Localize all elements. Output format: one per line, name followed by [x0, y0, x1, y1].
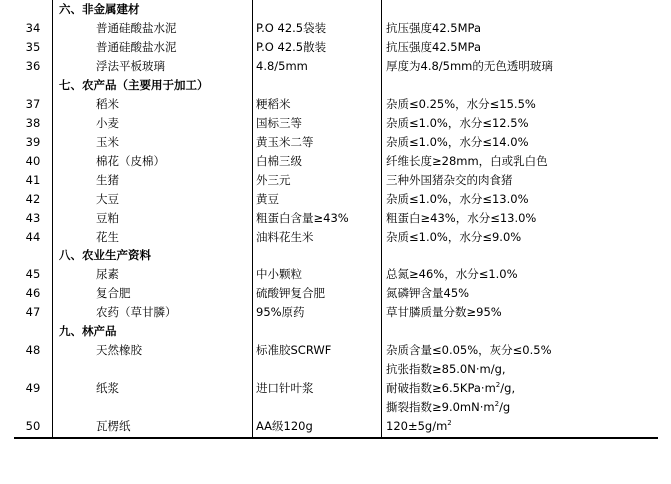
row-number: 39 [25, 135, 41, 149]
table-row [14, 171, 658, 190]
quality-standard [386, 228, 658, 247]
commodity-spec: 外三元 [256, 173, 291, 187]
commodity-spec: P.O 42.5散装 [256, 40, 327, 54]
commodity-spec: P.O 42.5袋装 [256, 21, 327, 35]
quality-standard [386, 114, 658, 133]
table-bottom-border [14, 437, 658, 439]
section-header-row [14, 246, 658, 265]
table-row [14, 417, 658, 436]
commodity-name: 浮法平板玻璃 [96, 59, 165, 73]
row-number: 36 [25, 59, 41, 73]
commodity-name: 瓦楞纸 [96, 419, 131, 433]
row-number: 48 [25, 343, 41, 357]
row-number: 45 [25, 267, 41, 281]
quality-standard [386, 379, 658, 398]
quality-standard [386, 209, 658, 228]
row-number: 46 [25, 286, 41, 300]
section-header-row [14, 322, 658, 341]
commodity-name: 稻米 [96, 97, 119, 111]
quality-standard-text: 氮磷钾含量45% [386, 286, 470, 300]
commodity-name: 天然橡胶 [96, 343, 142, 357]
commodity-name: 农药（草甘膦） [96, 305, 177, 319]
table-row [14, 209, 658, 228]
commodity-spec: 中小颗粒 [256, 267, 302, 281]
table-row [14, 95, 658, 114]
section-label: 六、非金属建材 [59, 2, 140, 16]
commodity-name: 纸浆 [96, 381, 119, 395]
quality-standard [386, 95, 658, 114]
quality-standard-text: 杂质≤1.0%，水分≤13.0% [386, 192, 529, 206]
quality-standard [386, 57, 658, 76]
row-number: 47 [25, 305, 41, 319]
commodity-spec: 粳稻米 [256, 97, 291, 111]
row-number: 37 [25, 97, 41, 111]
quality-standard-text: 草甘膦质量分数≥95% [386, 305, 502, 319]
row-number: 49 [25, 381, 41, 395]
quality-standard-text: 杂质≤1.0%，水分≤12.5% [386, 116, 529, 130]
commodity-name: 生猪 [96, 173, 119, 187]
quality-standard [386, 417, 658, 436]
quality-standard [386, 152, 658, 171]
quality-standard [386, 38, 658, 57]
quality-standard-text: 纤维长度≥28mm，白或乳白色 [386, 154, 548, 168]
table-row [14, 341, 658, 360]
quality-standard [386, 190, 658, 209]
quality-standard-text: 三种外国猪杂交的肉食猪 [386, 173, 513, 187]
commodity-name: 大豆 [96, 192, 119, 206]
table-row [14, 265, 658, 284]
table-row [14, 19, 658, 38]
section-label: 九、林产品 [59, 324, 117, 338]
commodity-spec: 白棉三级 [256, 154, 302, 168]
commodity-spec: 黄玉米二等 [256, 135, 314, 149]
quality-standard [386, 341, 658, 360]
quality-standard-text: 抗压强度42.5MPa [386, 21, 481, 35]
row-number: 43 [25, 211, 41, 225]
superscript: 2 [447, 419, 452, 428]
superscript: 2 [494, 400, 500, 409]
row-number: 44 [25, 230, 41, 244]
section-header-row [14, 0, 658, 19]
commodity-name: 普通硅酸盐水泥 [96, 21, 177, 35]
quality-standard-suffix: /g [499, 400, 511, 414]
commodity-name: 普通硅酸盐水泥 [96, 40, 177, 54]
quality-standard [386, 303, 658, 322]
table-row-continuation [14, 360, 658, 379]
section-header-row [14, 76, 658, 95]
table-row [14, 284, 658, 303]
section-label: 七、农产品（主要用于加工） [59, 78, 209, 92]
quality-standard-text: 杂质≤1.0%，水分≤9.0% [386, 230, 522, 244]
quality-standard [386, 133, 658, 152]
table-row [14, 379, 658, 398]
row-number: 40 [25, 154, 41, 168]
quality-standard-text: 杂质含量≤0.05%，灰分≤0.5% [386, 343, 552, 357]
row-number: 34 [25, 21, 41, 35]
quality-standard-text: 120±5g/m [386, 419, 448, 433]
quality-standard [386, 284, 658, 303]
commodity-spec: 油料花生米 [256, 230, 314, 244]
commodity-spec: 95%原药 [256, 305, 305, 319]
table-row [14, 57, 658, 76]
commodity-name: 玉米 [96, 135, 119, 149]
quality-standard-text: 粗蛋白≥43%，水分≤13.0% [386, 211, 537, 225]
superscript: 2 [495, 381, 501, 390]
quality-standard [386, 398, 658, 417]
quality-standard-text: 厚度为4.8/5mm的无色透明玻璃 [386, 59, 553, 73]
commodity-table [14, 0, 658, 439]
table-row [14, 190, 658, 209]
table-row [14, 303, 658, 322]
table-row [14, 152, 658, 171]
quality-standard-text: 杂质≤0.25%，水分≤15.5% [386, 97, 536, 111]
commodity-name: 棉花（皮棉） [96, 154, 165, 168]
commodity-spec: 标准胶SCRWF [256, 343, 332, 357]
commodity-spec: 硫酸钾复合肥 [256, 286, 325, 300]
row-number: 35 [25, 40, 41, 54]
quality-standard-text: 杂质≤1.0%，水分≤14.0% [386, 135, 529, 149]
row-number: 42 [25, 192, 41, 206]
table-row [14, 133, 658, 152]
quality-standard [386, 265, 658, 284]
quality-standard [386, 19, 658, 38]
commodity-name: 豆粕 [96, 211, 119, 225]
commodity-spec: 4.8/5mm [256, 59, 308, 73]
quality-standard-text: 抗张指数≥85.0N·m/g, [386, 362, 506, 376]
section-label: 八、农业生产资料 [59, 248, 151, 262]
quality-standard-text: 耐破指数≥6.5KPa·m [386, 381, 496, 395]
quality-standard [386, 171, 658, 190]
commodity-name: 花生 [96, 230, 119, 244]
commodity-name: 小麦 [96, 116, 119, 130]
commodity-spec: 进口针叶浆 [256, 381, 314, 395]
table-row-continuation [14, 398, 658, 417]
commodity-spec: 国标三等 [256, 116, 302, 130]
quality-standard [386, 360, 658, 379]
commodity-spec: 黄豆 [256, 192, 279, 206]
table-row [14, 114, 658, 133]
quality-standard-text: 抗压强度42.5MPa [386, 40, 481, 54]
commodity-spec: AA级120g [256, 419, 313, 433]
commodity-name: 复合肥 [96, 286, 131, 300]
commodity-name: 尿素 [96, 267, 119, 281]
quality-standard-text: 总氮≥46%，水分≤1.0% [386, 267, 518, 281]
quality-standard-suffix: /g, [500, 381, 516, 395]
commodity-spec: 粗蛋白含量≥43% [256, 211, 349, 225]
row-number: 38 [25, 116, 41, 130]
row-number: 50 [25, 419, 41, 433]
table-row [14, 38, 658, 57]
row-number: 41 [25, 173, 41, 187]
table-row [14, 228, 658, 247]
quality-standard-text: 撕裂指数≥9.0mN·m [386, 400, 495, 414]
